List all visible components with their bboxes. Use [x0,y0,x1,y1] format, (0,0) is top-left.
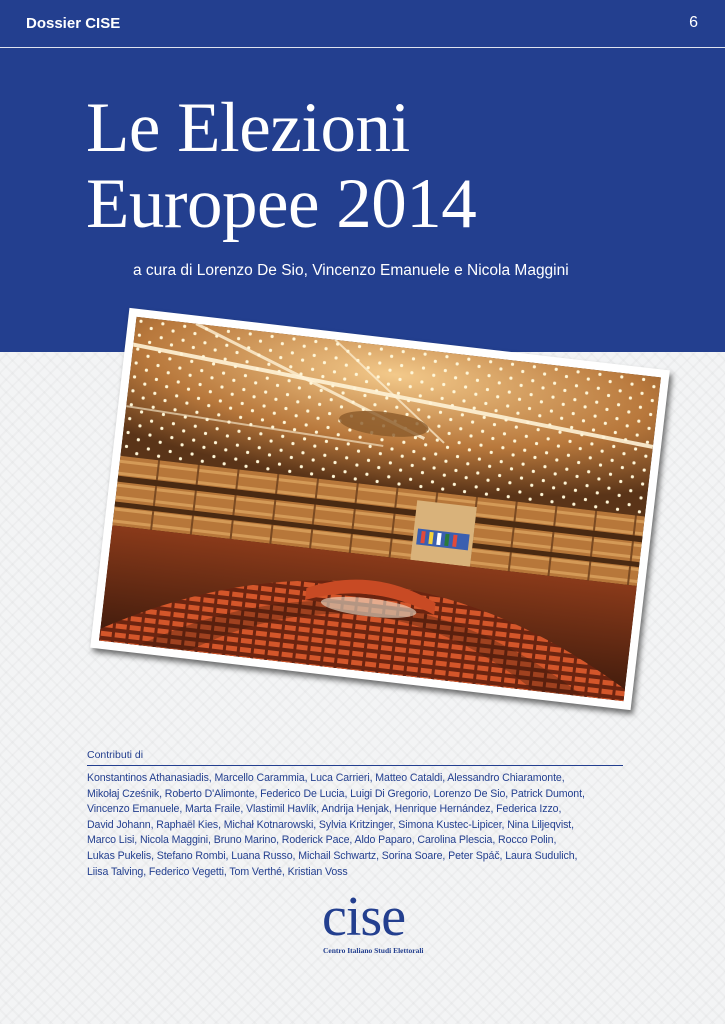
parliament-photo [90,308,670,710]
cise-logo-caption: Centro Italiano Studi Elettorali [323,946,424,955]
contributors-line: Liisa Talving, Federico Vegetti, Tom Verthé, Kristian Voss [87,865,348,878]
contributors-line: Marco Lisi, Nicola Maggini, Bruno Marino, Roderick Pace, Aldo Paparo, Carolina Plescia, Rocco Polin, [87,834,557,847]
cover-title-line-1: Le Elezioni [86,89,410,167]
contributors-heading: Contributi di [87,749,144,761]
contributors-line: David Johann, Raphaël Kies, Michał Kotnarowski, Sylvia Kritzinger, Simona Kustec-Lipicer, Nina Liljeqvist, [87,818,574,831]
contributors-divider [87,765,623,766]
contributors-line: Lukas Pukelis, Stefano Rombi, Luana Russo, Michail Schwartz, Sorina Soare, Peter Spáč, Laura Sudulich, [87,849,578,862]
page-number: 6 [689,14,698,31]
hemicycle-image [99,317,661,702]
contributors-line: Vincenzo Emanuele, Marta Fraile, Vlastimil Havlík, Andrija Henjak, Henrique Hernández, Federica Izzo, [87,803,562,816]
cise-logo: cise [322,886,406,948]
header-divider [0,47,725,48]
cover-title [86,90,476,242]
contributors-list [87,771,632,880]
dossier-label: Dossier CISE [26,15,121,32]
editors-line: a cura di Lorenzo De Sio, Vincenzo Emanuele e Nicola Maggini [133,262,569,279]
contributors-line: Mikołaj Cześnik, Roberto D'Alimonte, Federico De Lucia, Luigi Di Gregorio, Lorenzo De Sio, Patrick Dumont, [87,787,585,800]
cover-title-line-2: Europee 2014 [86,165,477,243]
contributors-line: Konstantinos Athanasiadis, Marcello Carammia, Luca Carrieri, Matteo Cataldi, Alessandro Chiaramonte, [87,772,565,784]
